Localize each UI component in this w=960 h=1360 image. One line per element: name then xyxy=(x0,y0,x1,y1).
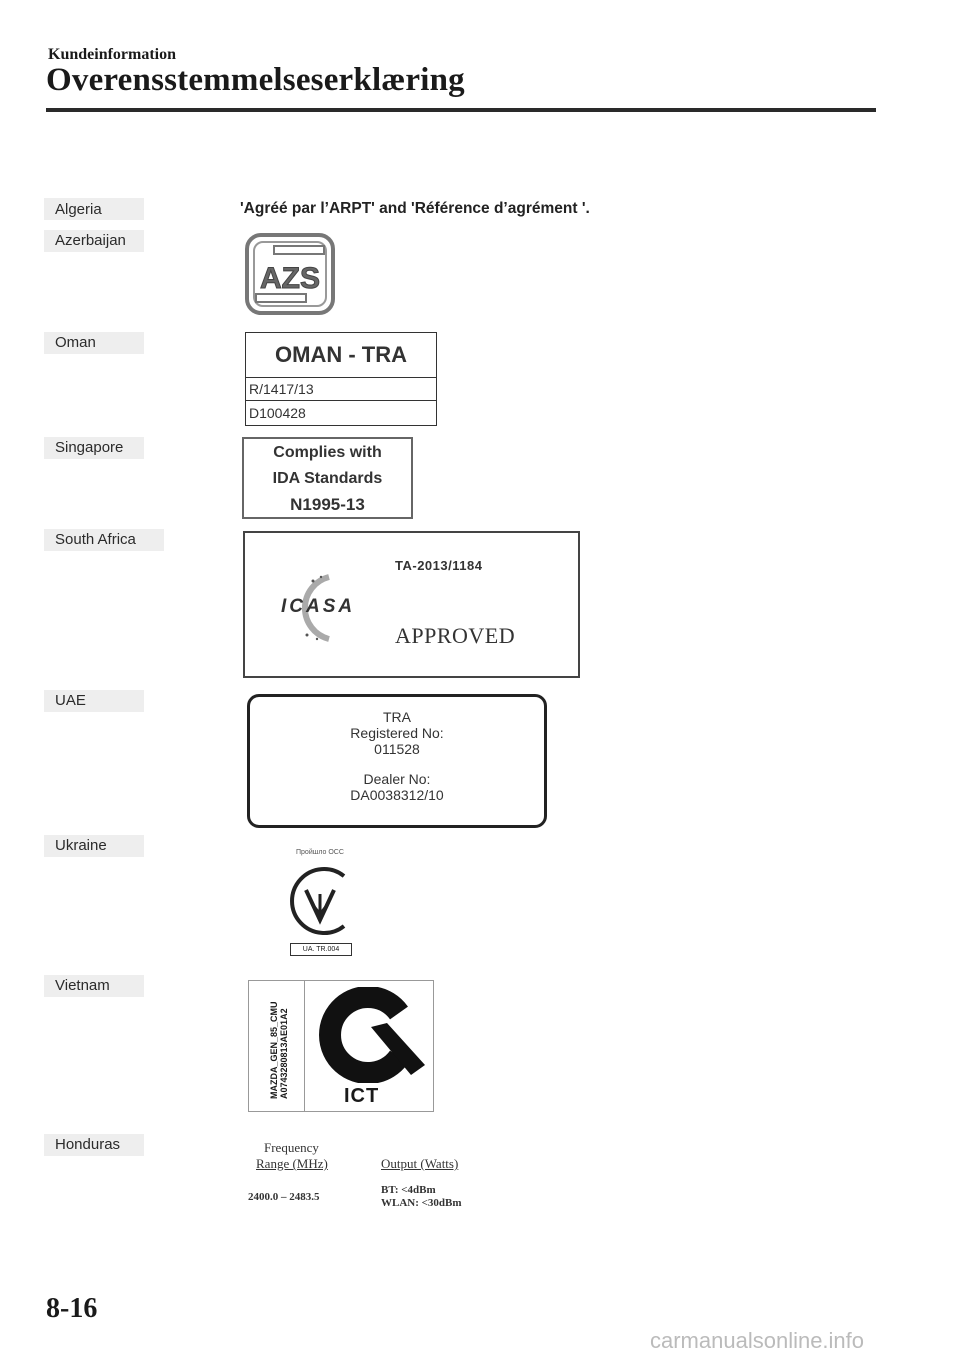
algeria-approval-text: 'Agréé par l’ARPT' and 'Référence d’agrément '. xyxy=(240,200,590,217)
vietnam-side-line2: A0743280813AE01A2 xyxy=(279,1008,289,1099)
page-number: 8-16 xyxy=(46,1293,98,1324)
uae-line3: 011528 xyxy=(374,741,420,757)
uae-label xyxy=(247,694,547,828)
ict-logo-icon xyxy=(315,987,425,1083)
country-ukraine: Ukraine xyxy=(55,837,107,854)
page-title: Overensstemmelseserklæring xyxy=(46,62,465,98)
ukraine-conformity-icon xyxy=(284,860,356,945)
azs-logo xyxy=(244,232,336,316)
country-singapore: Singapore xyxy=(55,439,124,456)
uae-line2: Registered No: xyxy=(350,725,444,741)
honduras-bt: BT: <4dBm xyxy=(381,1184,436,1196)
vietnam-side-line1: MAZDA_GEN_85_CMU xyxy=(269,1001,279,1099)
country-honduras: Honduras xyxy=(55,1136,121,1153)
uae-line4: Dealer No: xyxy=(363,771,431,787)
south-africa-label xyxy=(243,531,580,678)
honduras-col1-header-2: Range (MHz) xyxy=(256,1156,328,1171)
oman-dealer-number: D100428 xyxy=(249,404,306,421)
azs-logo-text: AZS xyxy=(260,262,320,295)
vietnam-ict-text: ICT xyxy=(344,1085,380,1107)
country-vietnam: Vietnam xyxy=(55,977,110,994)
sa-icasa-text: ICASA xyxy=(281,596,356,617)
sa-ta-number: TA-2013/1184 xyxy=(395,558,483,573)
ukraine-caption: Пройшло ОСС xyxy=(296,849,344,856)
oman-title: OMAN - TRA xyxy=(246,333,436,378)
title-divider xyxy=(46,108,876,112)
singapore-label xyxy=(242,437,413,519)
honduras-col1-header-1: Frequency xyxy=(264,1140,319,1155)
uae-line1: TRA xyxy=(383,709,411,725)
country-oman: Oman xyxy=(55,334,96,351)
singapore-line2: IDA Standards xyxy=(272,470,383,487)
honduras-wlan: WLAN: <30dBm xyxy=(381,1197,462,1209)
country-azerbaijan: Azerbaijan xyxy=(55,232,126,249)
oman-reg-number: R/1417/13 xyxy=(246,378,436,401)
oman-label xyxy=(245,332,437,426)
vietnam-label xyxy=(248,980,434,1112)
uae-line5: DA0038312/10 xyxy=(350,787,444,803)
watermark: carmanualsonline.info xyxy=(650,1328,865,1353)
country-uae: UAE xyxy=(55,692,86,709)
vietnam-side-panel xyxy=(249,981,305,1111)
singapore-line3: N1995-13 xyxy=(290,495,365,514)
singapore-line1: Complies with xyxy=(273,444,382,461)
section-label: Kundeinformation xyxy=(48,46,177,63)
honduras-range: 2400.0 – 2483.5 xyxy=(248,1191,320,1203)
ukraine-code: UA. TR.004 xyxy=(290,943,352,956)
honduras-col2-header: Output (Watts) xyxy=(381,1156,459,1171)
sa-approved-text: APPROVED xyxy=(395,623,516,648)
country-south-africa: South Africa xyxy=(55,531,136,548)
country-algeria: Algeria xyxy=(55,201,102,218)
